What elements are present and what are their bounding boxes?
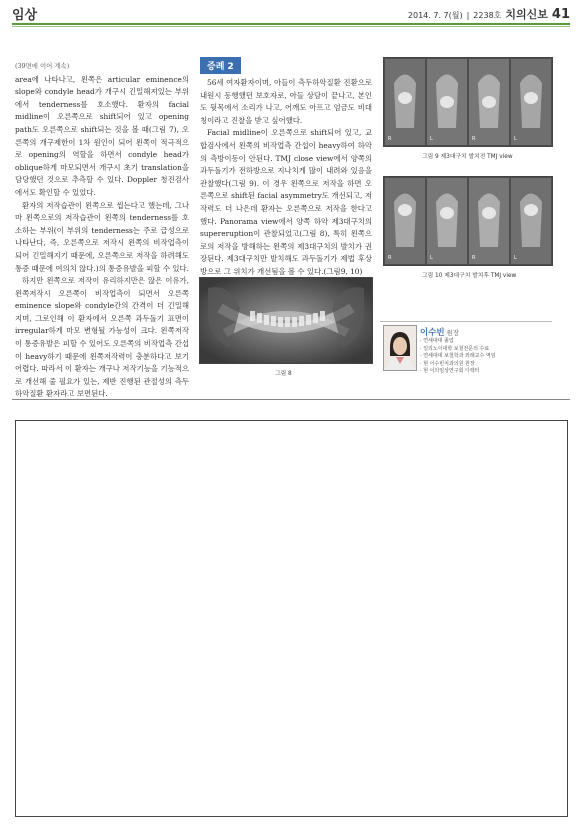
xray-side-mark: L <box>514 255 517 261</box>
author-name: 이수빈 <box>420 328 445 338</box>
author-name-block <box>420 326 459 338</box>
case-label-badge: 증례 2 <box>200 57 241 74</box>
figure-9-caption: 그림 9 제3대구치 발치전 TMJ view <box>422 154 513 160</box>
section-divider <box>12 399 570 400</box>
xray-side-mark: L <box>430 136 433 142</box>
issue-date: 2014. 7. 7(월) <box>407 11 463 20</box>
separator: | <box>466 11 470 20</box>
xray-side-mark: L <box>430 255 433 261</box>
advertisement-box <box>15 420 568 817</box>
article-paragraph: 56세 여자환자이며, 아들이 측두하악질환 진환으로 내원시 동행했던 보호자로, 아들 상담이 끝나고, 본인도 뒷목에서 소리가 나고, 어깨도 아프고 엄금도 비대칭이라고 진찰을 받고 싶어했다. <box>200 78 372 125</box>
figure-8-caption: 그림 8 <box>275 371 292 377</box>
cv-item: · 현 이의임상연구회 디렉터 <box>420 368 496 376</box>
continued-note: (39면에 이어 계속) <box>15 62 70 70</box>
figure-10-caption: 그림 10 제3대구치 발치후 TMJ view <box>422 273 517 279</box>
xray-side-mark: R <box>472 255 476 261</box>
tmj-xray-figure-9 <box>383 57 553 147</box>
header-rule-thin <box>12 26 570 27</box>
author-cv <box>420 338 496 376</box>
cv-item: · 연세대대 보철학과 외래교수 역임 <box>420 353 496 361</box>
author-photo <box>383 325 417 371</box>
cv-item: · 현 이수빈치과의원 원장 <box>420 361 496 369</box>
cv-item: · 연세대대 졸업 <box>420 338 496 346</box>
xray-side-mark: R <box>388 136 392 142</box>
article-paragraph: 환자의 저작습관이 왼쪽으로 씹는다고 했는데, 그나마 왼쪽으로의 저작습관이 왼쪽의 tenderness를 호소하는 부위(이 부위의 tenderness는 주로 급성으로 나타난다, 즉, 오른쪽으로 저작시 왼쪽의 비작업측이 되어 긴밀해지기 때문에, 오른쪽으로 저작을 하려해도 통증 때문에 여의치 않다.)의 통증유발을 피할 수 있다. <box>15 200 189 273</box>
article-paragraph: Facial midline이 오른쪽으로 shift되어 있고, 교합검사에서 왼쪽의 비작업측 간섭이 heavy하여 하악의 측방이동이 안된다. TMJ close view에서 양쪽의 과두돌기가 전하방으로 지나치게 많이 내려와 있음을 관찰했다(그림 9). 이 경우 왼쪽으로 저작을 하면 오른쪽으로 shift된 facial asymmetry도 개선되고, 저작력도 더 나은데 환자는 오른쪽으로 저작을 한다고 했다. Panorama view에서 양쪽 하악 제3대구치의 supereruption이 관찰되었고(그림 8), 특히 왼쪽으로의 저작을 방해하는 왼쪽의 제3대구치의 발치가 권장된다. 제3대구치만 발치해도 과두돌기가 제법 후상방으로 그 위치가 개선됨을 볼 수 있다.(그림9, 10) <box>200 128 372 276</box>
issue-number: 2238호 <box>473 11 502 20</box>
paper-name: 치의신보 <box>505 8 548 21</box>
cv-item: · 일리노이대학 보철전문의 수료 <box>420 346 496 354</box>
article-paragraph: 하지만 왼쪽으로 저작이 유리하지만은 않은 이유가, 왼쪽저작시 오른쪽이 비작업측이 되면서 오른쪽 eminence slope와 condyle간의 간격이 더 긴밀해지며, 그로인해 이 환자에서 오른쪽 과두돌기 표면이 irregular하게 마모 변형될 가능성이 크다. 왼쪽저작이 통증유발은 피할 수 있어도 오른쪽의 비작업측 간섭이 heavy하기 때문에 왼쪽저작력이 충분하다고 보기 어렵다. 따라서 이 환자는 개구나 저작기능을 기능적으로 개선해 줄 필요가 있는, 제반 진행된 관절성의 측두하악질환 환자라고 보면된다. <box>15 276 189 399</box>
xray-side-mark: L <box>514 136 517 142</box>
panoramic-xray-figure-8 <box>199 277 373 364</box>
tmj-xray-figure-10 <box>383 176 553 266</box>
xray-side-mark: R <box>472 136 476 142</box>
header-rule <box>12 23 570 25</box>
page-header-meta <box>408 6 570 22</box>
left-article-column <box>15 60 189 401</box>
middle-article-column <box>200 77 372 279</box>
profile-divider <box>380 321 552 322</box>
section-title: 임상 <box>12 8 38 23</box>
author-role: 원장 <box>446 329 460 337</box>
xray-side-mark: R <box>388 255 392 261</box>
article-paragraph: area에 나타나고, 왼쪽은 articular eminence의 slope와 condyle head가 개구시 긴밀해져있는 부위에서 tenderness를 호소했다. 환자의 facial midline이 오른쪽으로 shift되어 있고 opening path도 오른쪽으로 shift되는 것을 볼 때(그림 7), 오른쪽의 개구제한이 1차 원인이 되어 왼쪽이 적극적으로 opening의 역할을 하면서 condyle head가 oblique하게 마모되면서 개구시 초기 translation을 담당했던 것으로 추측할 수 있다. Doppler 청진검사에서도 확인할 수 있었다. <box>15 74 189 197</box>
page-number: 41 <box>551 7 570 22</box>
